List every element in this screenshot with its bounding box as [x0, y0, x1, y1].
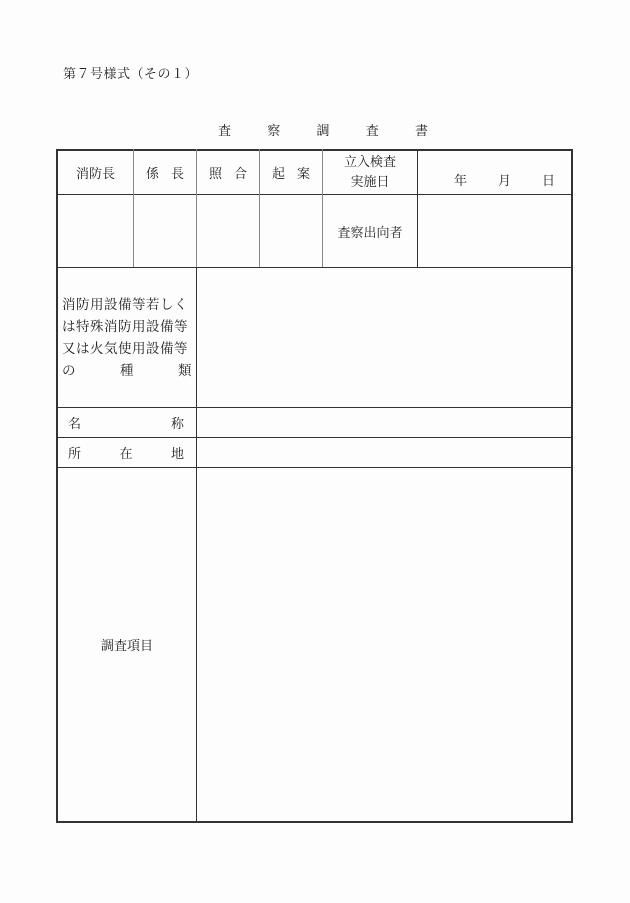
equipment-kind-field[interactable]: [197, 268, 571, 407]
title-char: 書: [414, 124, 428, 139]
document-title: [218, 120, 428, 139]
label-line: [62, 360, 192, 382]
inspection-date-label: [323, 151, 417, 194]
label-line: 又は火気使用設備等: [62, 340, 188, 357]
inspector-field[interactable]: [418, 195, 571, 267]
title-char: 調: [316, 124, 330, 139]
title-char: 察: [267, 124, 281, 139]
title-char: 査: [218, 124, 232, 139]
survey-items-field[interactable]: [197, 468, 571, 821]
section-chief-stamp-box[interactable]: [134, 195, 196, 267]
inspection-date-field[interactable]: [418, 151, 571, 194]
header-char: 係: [146, 167, 160, 182]
location-label: [58, 438, 196, 467]
border-bottom: [56, 821, 573, 823]
check-header: [197, 151, 259, 194]
section-chief-header: [134, 151, 196, 194]
name-field[interactable]: [197, 408, 571, 437]
label-line: は特殊消防用設備等: [62, 318, 188, 335]
label-char: 在: [119, 447, 133, 462]
border-right: [571, 149, 573, 823]
title-char: 査: [365, 124, 379, 139]
inspector-label: 査察出向者: [337, 225, 403, 241]
name-label: [58, 408, 196, 437]
header-char: 長: [170, 167, 184, 182]
header-char: 合: [233, 167, 247, 182]
chief-stamp-box[interactable]: [58, 195, 133, 267]
equipment-kind-label: [58, 268, 196, 407]
label-line: 実施日: [350, 174, 390, 190]
day-label: 日: [541, 174, 555, 189]
label-char: 名: [68, 417, 82, 432]
month-label: 月: [497, 174, 511, 189]
header-char: 起: [272, 167, 286, 182]
location-field[interactable]: [197, 438, 571, 467]
form-number-label: 第７号様式（その１）: [63, 67, 199, 82]
header-char: 案: [296, 167, 310, 182]
label-char: 種: [120, 362, 134, 379]
survey-items-label: 調査項目: [100, 639, 153, 654]
label-line: 立入検査: [343, 154, 396, 170]
label-char: 類: [178, 362, 192, 379]
label-char: の: [62, 362, 76, 379]
year-label: 年: [454, 174, 468, 189]
label-char: 所: [68, 447, 82, 462]
chief-header: 消防長: [75, 167, 115, 182]
label-line: 消防用設備等若しく: [62, 296, 188, 313]
label-char: 称: [170, 417, 184, 432]
draft-header: [260, 151, 322, 194]
check-stamp-box[interactable]: [197, 195, 259, 267]
inspection-form-table: [56, 149, 573, 823]
label-char: 地: [170, 447, 184, 462]
draft-stamp-box[interactable]: [260, 195, 322, 267]
header-char: 照: [209, 167, 223, 182]
